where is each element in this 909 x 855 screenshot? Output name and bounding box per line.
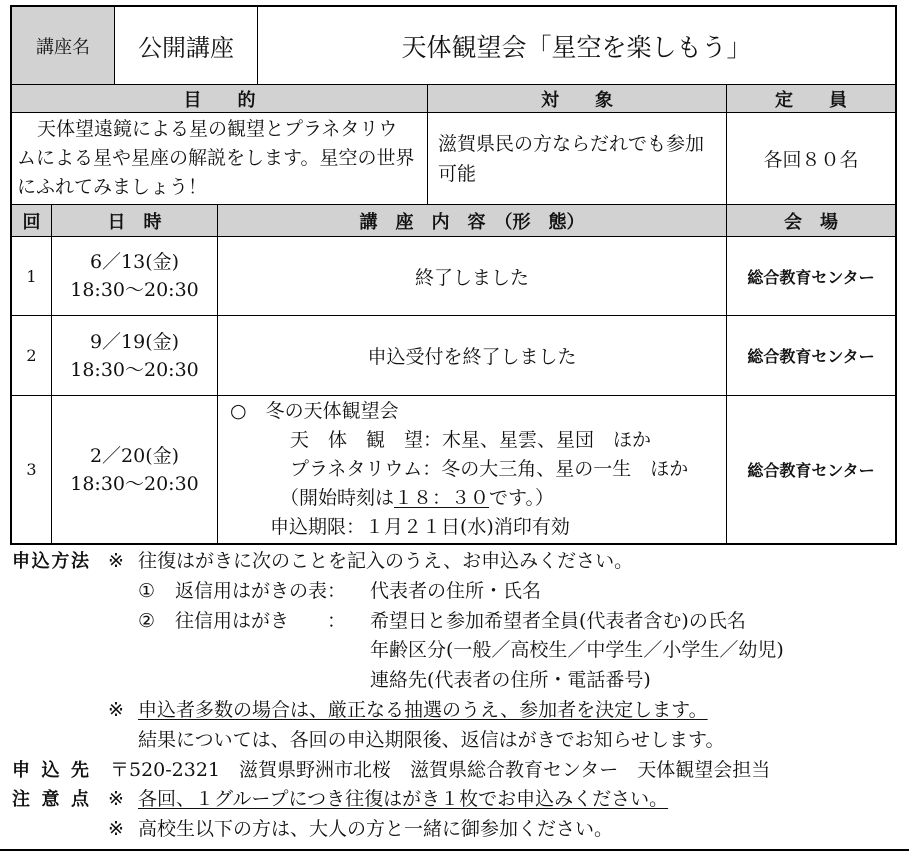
note-mark: ※ xyxy=(108,698,124,721)
capacity-header: 定 員 xyxy=(775,89,847,111)
outgoing-card-line xyxy=(0,666,909,696)
session-number-cell xyxy=(12,396,52,543)
start-time: １８：３０ xyxy=(394,487,490,509)
note-mark: ※ xyxy=(108,818,124,841)
note-mark: ※ xyxy=(108,550,124,572)
session-number: 2 xyxy=(26,346,37,365)
target-line: 可能 xyxy=(438,162,477,185)
course-label-cell xyxy=(12,7,115,84)
lottery-text: 申込者多数の場合は、厳正なる抽選のうえ、参加者を決定します。 xyxy=(138,698,708,721)
start-time-note xyxy=(280,484,554,513)
datetime-header-cell xyxy=(52,205,218,236)
content-header: 講 座 内 容 （形 態） xyxy=(359,211,585,233)
planetarium-line: プラネタリウム：冬の大三角、星の一生 ほか xyxy=(290,458,689,480)
caution-text: 高校生以下の方は、大人の方と一緒に御参加ください。 xyxy=(138,818,614,841)
target-header: 対 象 xyxy=(541,89,613,111)
lottery-line xyxy=(0,696,909,726)
note-mark: ※ xyxy=(108,788,124,811)
overview-header-row xyxy=(12,85,895,113)
card-label: 返信用はがきの表： xyxy=(175,579,347,602)
session-content-cell xyxy=(218,316,727,395)
session-program-heading: ○ 冬の天体観望会 xyxy=(230,400,399,422)
session-venue: 総合教育センター xyxy=(747,267,875,287)
session-date: 9／19(金) xyxy=(89,330,180,353)
purpose-header-cell xyxy=(12,85,428,112)
session-date: 6／13(金) xyxy=(89,251,180,273)
session-content-cell xyxy=(218,396,727,543)
destination-line xyxy=(0,756,909,786)
target-header-cell xyxy=(428,85,727,112)
card-label: 往信用はがき ： xyxy=(175,609,347,632)
card-detail: 連絡先(代表者の住所・電話番号) xyxy=(370,669,651,692)
card-detail: 年齢区分(一般／高校生／中学生／小学生／幼児) xyxy=(370,639,784,662)
venue-header-cell xyxy=(727,205,895,236)
session-datetime-cell xyxy=(52,396,218,543)
capacity-header-cell xyxy=(727,85,895,112)
course-title: 天体観望会「星空を楽しもう」 xyxy=(401,32,752,62)
session-venue-cell xyxy=(727,237,895,315)
purpose-cell xyxy=(12,113,428,204)
session-number-cell xyxy=(12,237,52,315)
reply-card-line xyxy=(0,577,909,607)
method-label: 申込方法 xyxy=(12,551,89,572)
session-date: 2／20(金) xyxy=(89,444,180,467)
session-row xyxy=(12,316,895,396)
session-datetime-cell xyxy=(52,237,218,315)
card-detail: 希望日と参加希望者全員(代表者含む)の氏名 xyxy=(370,609,746,632)
course-info-table xyxy=(10,5,897,545)
bottom-rule xyxy=(0,849,909,851)
venue-header: 会 場 xyxy=(784,211,838,233)
session-venue-cell xyxy=(727,396,895,543)
overview-row xyxy=(12,113,895,205)
application-notes xyxy=(0,547,909,845)
item-marker: ① xyxy=(138,579,156,602)
target-cell xyxy=(428,113,727,204)
session-status: 終了しました xyxy=(414,266,529,289)
number-header-cell xyxy=(12,205,52,236)
results-line xyxy=(0,726,909,756)
caution-text: 各回、１グループにつき往復はがき１枚でお申込みください。 xyxy=(138,788,669,811)
datetime-header: 日 時 xyxy=(107,211,162,233)
method-intro: 往復はがきに次のことを記入のうえ、お申込みください。 xyxy=(138,550,634,572)
session-time: 18:30～20:30 xyxy=(70,472,199,495)
course-category-cell xyxy=(115,7,258,84)
start-note-before: （開始時刻は xyxy=(280,487,395,509)
caution-line xyxy=(0,815,909,845)
purpose-line: にふれてみましょう！ xyxy=(17,176,208,198)
session-row xyxy=(12,237,895,316)
course-title-row xyxy=(12,7,895,85)
capacity-cell xyxy=(727,113,895,204)
observation-line: 天 体 観 望：木星、星雲、星団 ほか xyxy=(290,429,652,451)
target-line: 滋賀県民の方ならだれでも参加 xyxy=(438,132,705,155)
session-venue-cell xyxy=(727,316,895,395)
caution-line xyxy=(0,785,909,815)
purpose-line: 天体望遠鏡による星の観望とプラネタリウ xyxy=(37,118,398,140)
outgoing-card-line xyxy=(0,607,909,637)
destination-address: 〒520-2321 滋賀県野洲市北桜 滋賀県総合教育センター 天体観望会担当 xyxy=(110,758,771,781)
outgoing-card-line xyxy=(0,636,909,666)
session-row xyxy=(12,396,895,543)
number-header: 回 xyxy=(22,211,41,233)
method-line xyxy=(0,547,909,577)
purpose-header: 目 的 xyxy=(183,89,256,111)
application-deadline: 申込期限：１月２１日(水)消印有効 xyxy=(270,516,570,538)
session-number-cell xyxy=(12,316,52,395)
destination-label: 申 込 先 xyxy=(12,759,89,781)
session-venue: 総合教育センター xyxy=(747,461,875,480)
purpose-line: ムによる星や星座の解説をします。星空の世界 xyxy=(17,147,415,169)
session-content-cell xyxy=(218,237,727,315)
session-time: 18:30～20:30 xyxy=(70,358,199,381)
session-time: 18:30～20:30 xyxy=(70,279,199,301)
start-note-after: です。） xyxy=(489,487,555,509)
session-venue: 総合教育センター xyxy=(747,347,875,366)
session-number: 3 xyxy=(26,460,37,479)
content-header-cell xyxy=(218,205,727,236)
capacity-value: 各回８０名 xyxy=(763,149,859,171)
course-label: 講座名 xyxy=(36,36,90,58)
results-text: 結果については、各回の申込期限後、返信はがきでお知らせします。 xyxy=(138,728,725,751)
session-status: 申込受付を終了しました xyxy=(367,346,577,368)
caution-label: 注 意 点 xyxy=(12,789,89,811)
session-datetime-cell xyxy=(52,316,218,395)
schedule-header-row xyxy=(12,205,895,237)
card-detail: 代表者の住所・氏名 xyxy=(370,579,542,602)
session-number: 1 xyxy=(26,266,37,286)
course-category: 公開講座 xyxy=(138,34,234,62)
course-title-cell xyxy=(258,7,895,84)
item-marker: ② xyxy=(138,609,156,632)
